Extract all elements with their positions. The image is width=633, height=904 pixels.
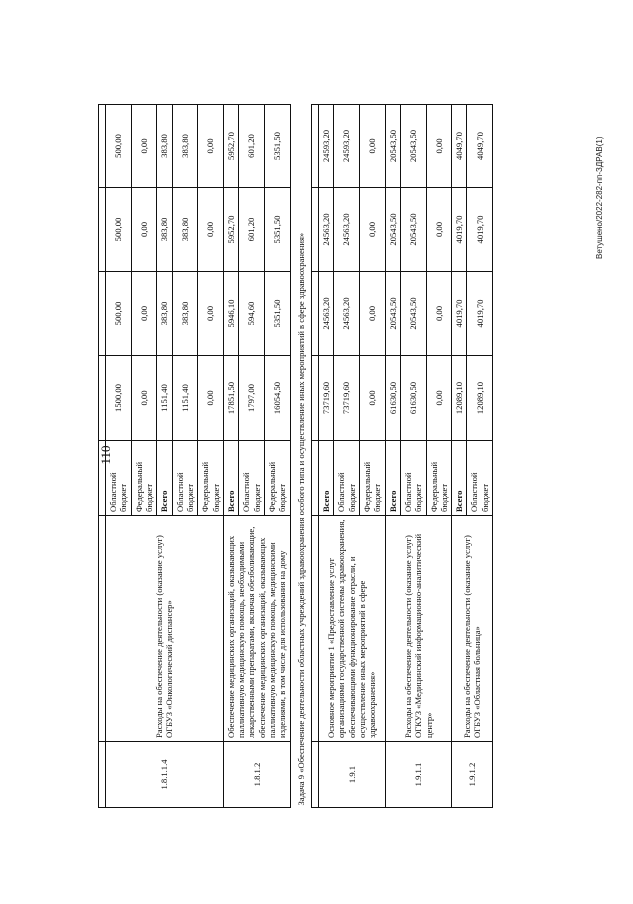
amount-cell: 24563,20: [319, 188, 334, 272]
amount-cell: 0,00: [131, 188, 157, 272]
funding-source: Федеральный бюджет: [264, 441, 290, 516]
amount-cell: 61630,50: [400, 356, 426, 441]
row-number: 1.9.1: [319, 742, 386, 808]
task-heading: Задача 9 «Обеспечение деятельности областных учреждений здравоохранения особого типа и осуществление иных мероприятий в сфере здравоохранения»: [295, 232, 306, 806]
amount-cell: 12089,10: [467, 356, 493, 441]
amount-cell: 383,80: [172, 105, 198, 188]
amount-cell: 5351,50: [264, 105, 290, 188]
funding-source: Всего: [223, 441, 238, 516]
amount-cell: 383,80: [172, 272, 198, 356]
amount-cell: 0,00: [198, 272, 224, 356]
amount-cell: 0,00: [426, 272, 452, 356]
funding-source: Всего: [157, 441, 172, 516]
row-name: Расходы на обеспечение деятельности (оказание услуг) ОГБУЗ «Областная больница»: [452, 516, 493, 742]
amount-cell: 500,00: [106, 105, 132, 188]
task-row: [290, 105, 311, 808]
amount-cell: 5351,50: [264, 272, 290, 356]
amount-cell: 16054,50: [264, 356, 290, 441]
amount-cell: 4019,70: [452, 188, 467, 272]
amount-cell: 5952,70: [223, 105, 238, 188]
amount-cell: 383,80: [157, 272, 172, 356]
amount-cell: 0,00: [359, 105, 385, 188]
table-row: [223, 105, 238, 808]
amount-cell: 1797,00: [239, 356, 265, 441]
amount-cell: 500,00: [106, 272, 132, 356]
amount-cell: 24593,20: [319, 105, 334, 188]
amount-cell: 17851,50: [223, 356, 238, 441]
amount-cell: 1500,00: [106, 356, 132, 441]
amount-cell: 0,00: [359, 188, 385, 272]
row-number: 1.8.1.2: [223, 742, 290, 808]
amount-cell: 383,80: [172, 188, 198, 272]
amount-cell: 0,00: [131, 105, 157, 188]
funding-source: Областной бюджет: [467, 441, 493, 516]
funding-source: Всего: [385, 441, 400, 516]
amount-cell: 20543,50: [385, 188, 400, 272]
document-stamp: Ветушено/2022-282-пп-ЗДРАВ(1): [595, 136, 604, 259]
funding-source: Федеральный бюджет: [359, 441, 385, 516]
amount-cell: 594,60: [239, 272, 265, 356]
rotated-page: [98, 105, 560, 808]
table-row-empty: [99, 105, 106, 808]
row-name: Расходы на обеспечение деятельности (оказание услуг) ОГБУЗ «Онкологический диспансер»: [106, 516, 224, 742]
amount-cell: 20543,50: [400, 105, 426, 188]
row-name: Основное мероприятие 1 «Предоставление услуг организациями государственной системы здравоохранения, обеспечивающими функционирование отрасли, и осуществление иных мероприятий в сфере здравоохранения»: [319, 516, 386, 742]
amount-cell: 20543,50: [400, 188, 426, 272]
amount-cell: 383,80: [157, 105, 172, 188]
amount-cell: 601,20: [239, 188, 265, 272]
table-row: [385, 105, 400, 808]
row-number: 1.8.1.1.4: [106, 742, 224, 808]
row-name: Обеспечение медицинских организаций, оказывающих паллиативную медицинскую помощь, необходимыми лекарственными препаратами, включая обезболивающие, обеспечение медицинских организаций, оказывающих паллиативную медицинскую помощь, медицинскими изделиями, в том числе для использования на дому: [223, 516, 290, 742]
row-number: 1.9.1.2: [452, 742, 493, 808]
amount-cell: 383,80: [157, 188, 172, 272]
table-row: [319, 105, 334, 808]
table-row: [106, 105, 132, 808]
table-row-empty: [312, 105, 319, 808]
amount-cell: 601,20: [239, 105, 265, 188]
amount-cell: 20543,50: [400, 272, 426, 356]
amount-cell: 73719,60: [334, 356, 360, 441]
amount-cell: 0,00: [198, 105, 224, 188]
funding-source: Федеральный бюджет: [426, 441, 452, 516]
amount-cell: 73719,60: [319, 356, 334, 441]
amount-cell: 24593,20: [334, 105, 360, 188]
amount-cell: 24563,20: [334, 272, 360, 356]
table-body-top: [99, 105, 291, 808]
amount-cell: 0,00: [426, 188, 452, 272]
amount-cell: 0,00: [426, 105, 452, 188]
funding-source: Областной бюджет: [400, 441, 426, 516]
task-row-group: [290, 105, 311, 808]
amount-cell: 0,00: [359, 356, 385, 441]
amount-cell: 4019,70: [467, 272, 493, 356]
funding-source: Федеральный бюджет: [131, 441, 157, 516]
amount-cell: 20543,50: [385, 272, 400, 356]
amount-cell: 0,00: [359, 272, 385, 356]
amount-cell: 0,00: [131, 272, 157, 356]
amount-cell: 1151,40: [172, 356, 198, 441]
row-name: Расходы на обеспечение деятельности (оказание услуг) ОГКУЗ «Медицинский информационно-аналитический центр»: [385, 516, 452, 742]
amount-cell: 4049,70: [467, 105, 493, 188]
amount-cell: 61630,50: [385, 356, 400, 441]
funding-source: Областной бюджет: [334, 441, 360, 516]
amount-cell: 4019,70: [467, 188, 493, 272]
amount-cell: 5952,70: [223, 188, 238, 272]
amount-cell: 1151,40: [157, 356, 172, 441]
amount-cell: 5946,10: [223, 272, 238, 356]
budget-table: [98, 104, 493, 808]
funding-source: Всего: [452, 441, 467, 516]
amount-cell: 0,00: [198, 188, 224, 272]
page-number: 110: [98, 445, 113, 465]
amount-cell: 4019,70: [452, 272, 467, 356]
table-row: [452, 105, 467, 808]
amount-cell: 0,00: [198, 356, 224, 441]
amount-cell: 500,00: [106, 188, 132, 272]
funding-source: Областной бюджет: [239, 441, 265, 516]
row-number: 1.9.1.1: [385, 742, 452, 808]
funding-source: Областной бюджет: [172, 441, 198, 516]
amount-cell: 20543,50: [385, 105, 400, 188]
amount-cell: 24563,20: [334, 188, 360, 272]
funding-source: Всего: [319, 441, 334, 516]
amount-cell: 0,00: [426, 356, 452, 441]
amount-cell: 5351,50: [264, 188, 290, 272]
amount-cell: 12089,10: [452, 356, 467, 441]
amount-cell: 0,00: [131, 356, 157, 441]
funding-source: Федеральный бюджет: [198, 441, 224, 516]
table-body-bottom: [312, 105, 493, 808]
amount-cell: 4049,70: [452, 105, 467, 188]
amount-cell: 24563,20: [319, 272, 334, 356]
funding-source: Областной бюджет: [106, 441, 132, 516]
